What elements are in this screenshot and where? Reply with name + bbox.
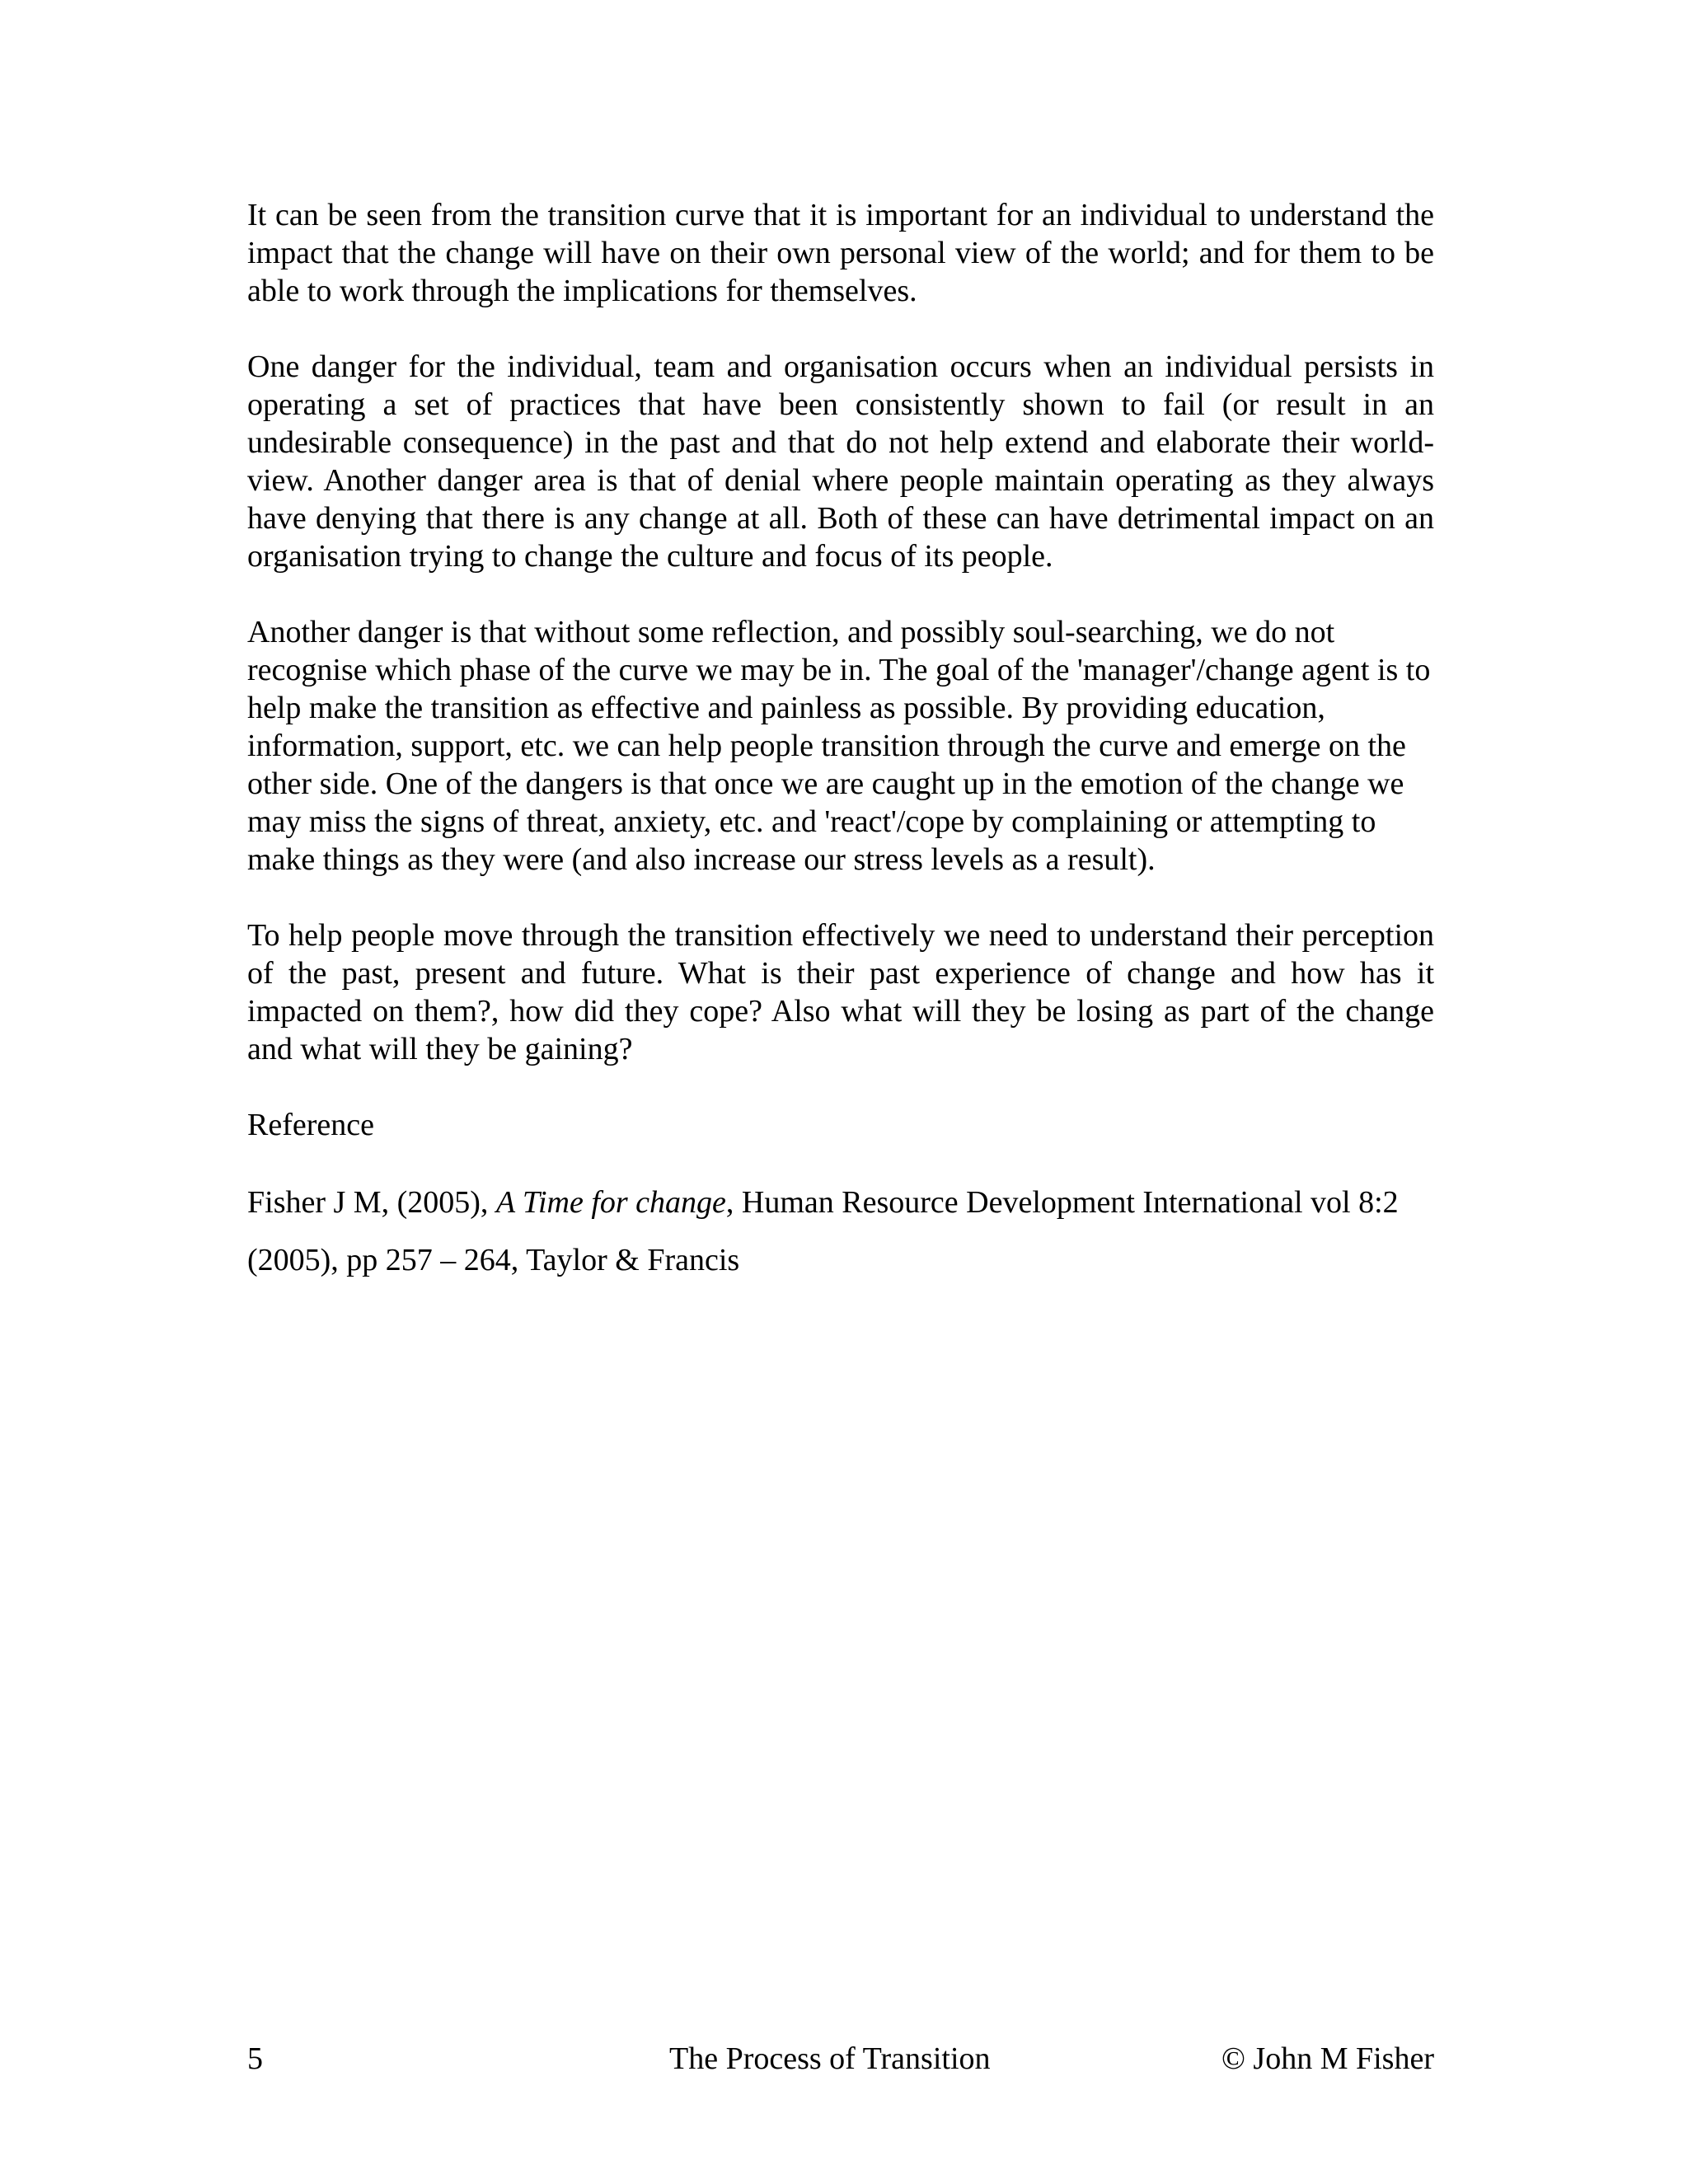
reference-citation <box>247 1174 1434 1289</box>
footer-document-title: The Process of Transition <box>669 2041 991 2076</box>
paragraph-transition-curve: It can be seen from the transition curve that it is important for an individual to understand the impact that the change will have on their own personal view of the world; and for them to be able to work through the implications for themselves. <box>247 198 1434 308</box>
paragraph-danger-reflection: Another danger is that without some reflection, and possibly soul-searching, we do not recognise which phase of the curve we may be in. The goal of the 'manager'/change agent is to help make the transition as effective and painless as possible. By providing education, information, support, etc. we can help people transition through the curve and emerge on the other side. One of the dangers is that once we are caught up in the emotion of the change we may miss the signs of threat, anxiety, etc. and 'react'/cope by complaining or attempting to make things as they were (and also increase our stress levels as a result). <box>247 615 1431 877</box>
footer-copyright: © John M Fisher <box>1221 2041 1434 2076</box>
reference-heading: Reference <box>247 1108 374 1142</box>
citation-details: , Human Resource Development International vol 8:2 (2005), pp 257 – 264, Taylor & Francis <box>247 1185 1399 1277</box>
citation-title: A Time for change <box>495 1185 726 1220</box>
paragraph-help-people: To help people move through the transition effectively we need to understand their perception of the past, present and future. What is their past experience of change and how has it impacted on them?, how did they cope? Also what will they be losing as part of the change and what will they be gaining? <box>247 918 1434 1066</box>
paragraph-danger-persistence: One danger for the individual, team and organisation occurs when an individual persists in operating a set of practices that have been consistently shown to fail (or result in an undesirable consequence) in the past and that do not help extend and elaborate their world-view. Another danger area is that of denial where people maintain operating as they always have denying that there is any change at all. Both of these can have detrimental impact on an organisation trying to change the culture and focus of its people. <box>247 349 1434 574</box>
page-number: 5 <box>247 2041 263 2076</box>
page-footer <box>247 2038 1434 2079</box>
citation-authors: Fisher J M, (2005), <box>247 1185 496 1220</box>
document-body <box>247 196 1434 1289</box>
